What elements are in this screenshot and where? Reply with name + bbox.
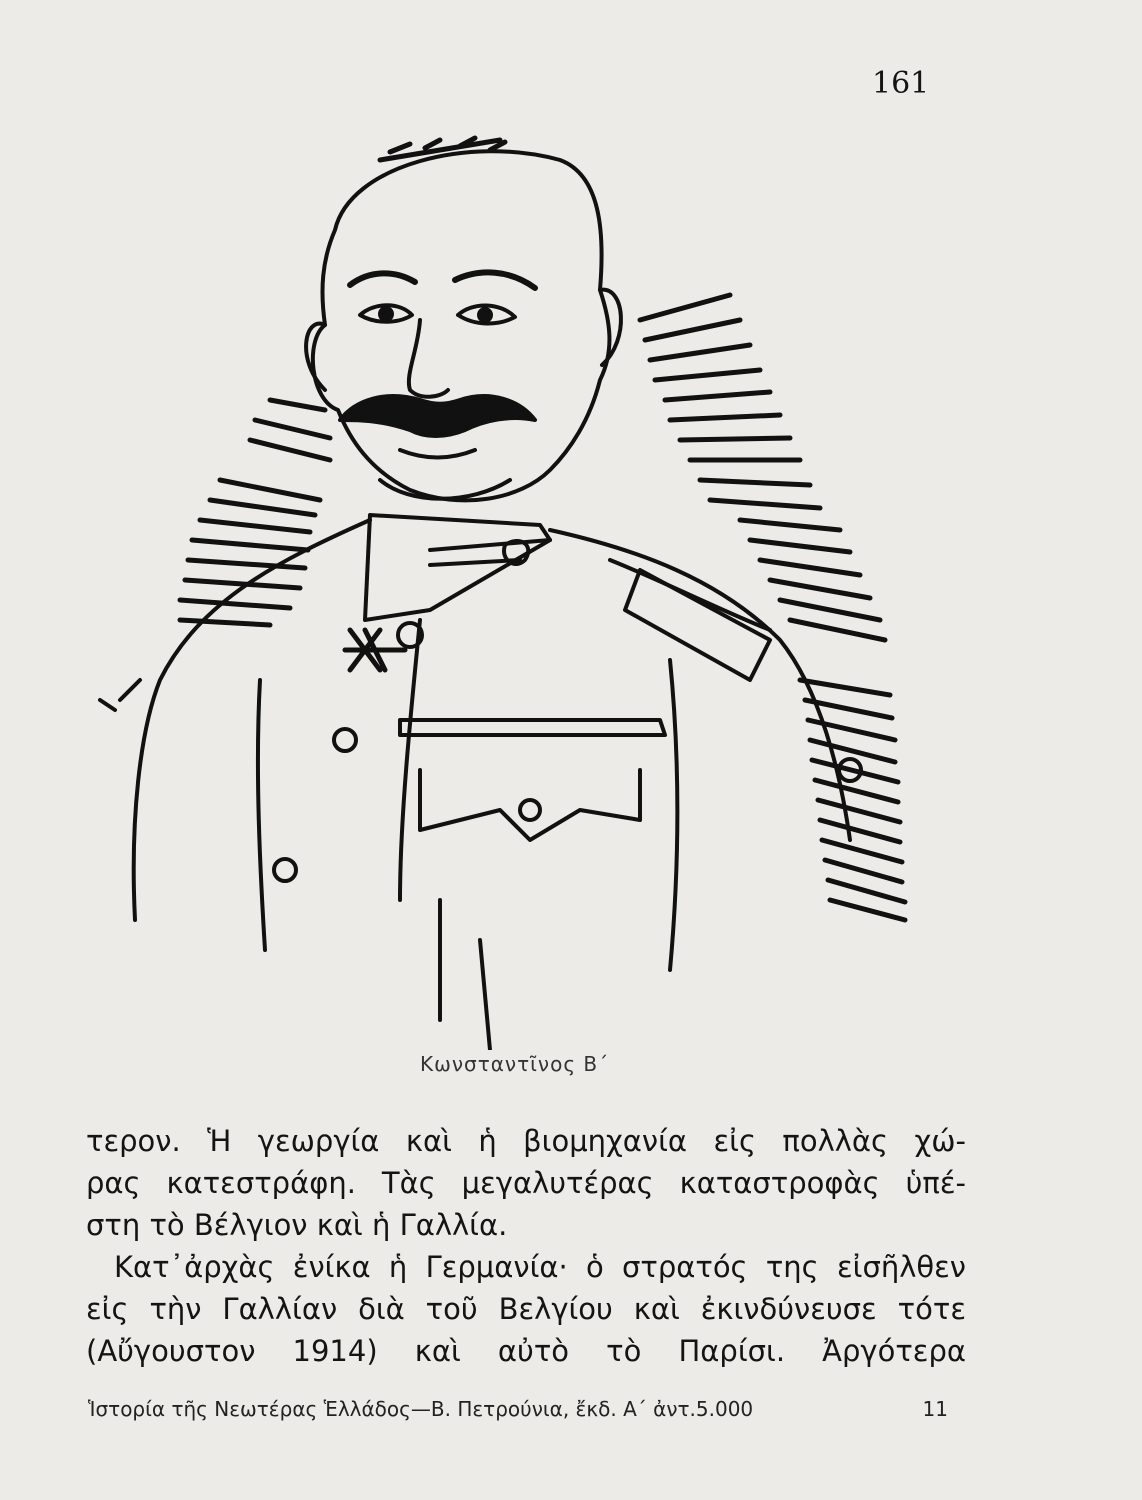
body-line: εἰς τὴν Γαλλίαν διὰ τοῦ Βελγίου καὶ ἐκινδύνευσε τότε [86, 1292, 966, 1326]
figure-caption: Κωνσταντῖνος Β΄ [420, 1052, 610, 1076]
body-line: στη τὸ Βέλγιον καὶ ἡ Γαλλία. [86, 1208, 508, 1242]
footer-signature: 11 [922, 1397, 948, 1421]
body-line: Κατ᾽ἀρχὰς ἐνίκα ἡ Γερμανία· ὁ στρατός της εἰσῆλθεν [114, 1250, 966, 1284]
body-line: (Αὔγουστον 1914) καὶ αὐτὸ τὸ Παρίσι. Ἀργότερα [86, 1334, 966, 1368]
portrait-illustration [80, 120, 980, 1050]
page-number: 161 [872, 66, 930, 101]
body-line: τερον. Ἡ γεωργία καὶ ἡ βιομηχανία εἰς πολλὰς χώ- [86, 1124, 966, 1158]
body-line: ρας κατεστράφη. Τὰς μεγαλυτέρας καταστροφὰς ὑπέ- [86, 1166, 966, 1200]
body-text [86, 1120, 966, 1372]
page-footer [88, 1397, 948, 1421]
footer-imprint: Ἱστορία τῆς Νεωτέρας Ἑλλάδος—Β. Πετρούνια, ἔκδ. Α΄ ἀντ.5.000 [88, 1397, 754, 1421]
